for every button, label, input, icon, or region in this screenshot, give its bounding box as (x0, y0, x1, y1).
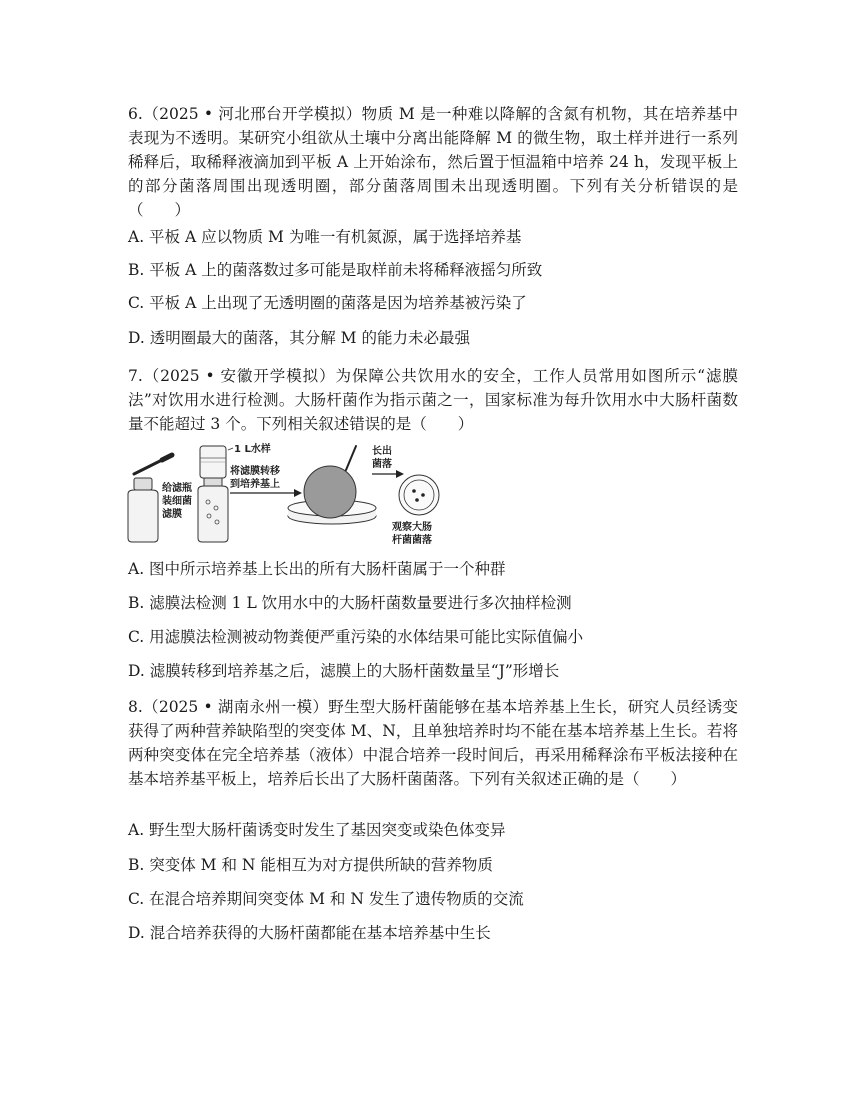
question-6-option-d: D. 透明圈最大的菌落，其分解 M 的能力未必最强 (128, 329, 470, 347)
colony-dish-icon (399, 475, 439, 515)
figure-label-observe-1: 观察大肠 (392, 522, 432, 533)
question-8-option-b: B. 突变体 M 和 N 能相互为对方提供所缺的营养物质 (128, 856, 493, 874)
question-7-stem: 7.（2025 • 安徽开学模拟）为保障公共饮用水的安全，工作人员常用如图所示“滤膜法”对饮用水进行检测。大肠杆菌作为指示菌之一，国家标准为每升饮用水中大肠杆菌数量不能超过 3 个。下列相关叙述错误的是（ ） (128, 367, 738, 433)
water-sample-funnel-icon (198, 446, 228, 542)
figure-label-transfer-2: 到培养基上 (230, 479, 280, 490)
figure-label-water: 1 L水样 (234, 444, 271, 455)
question-6-option-c: C. 平板 A 上出现了无透明圈的菌落是因为培养基被污染了 (128, 294, 527, 312)
figure-label-transfer-1: 将滤膜转移 (230, 466, 280, 477)
question-8-option-c: C. 在混合培养期间突变体 M 和 N 发生了遗传物质的交流 (128, 890, 524, 908)
question-8-option-d: D. 混合培养获得的大肠杆菌都能在基本培养基中生长 (128, 924, 491, 942)
membrane-filtration-figure (120, 438, 450, 550)
figure-label-grow-1: 长出 (372, 446, 392, 457)
question-7-option-a: A. 图中所示培养基上长出的所有大肠杆菌属于一个种群 (128, 560, 506, 578)
question-7-option-d: D. 滤膜转移到培养基之后，滤膜上的大肠杆菌数量呈“J”形增长 (128, 662, 560, 680)
question-7-option-c: C. 用滤膜法检测被动物粪便严重污染的水体结果可能比实际值偏小 (128, 628, 584, 646)
dropper-icon (134, 455, 172, 474)
petri-dish-icon (288, 446, 376, 524)
question-6-option-b: B. 平板 A 上的菌落数过多可能是取样前未将稀释液摇匀所致 (128, 261, 543, 279)
question-7-option-b: B. 滤膜法检测 1 L 饮用水中的大肠杆菌数量要进行多次抽样检测 (128, 594, 572, 612)
filter-bottle-icon (128, 478, 158, 542)
figure-label-grow-2: 菌落 (372, 459, 392, 470)
figure-label-bottle-1: 给滤瓶 (162, 483, 192, 494)
question-6-option-a: A. 平板 A 应以物质 M 为唯一有机氮源，属于选择培养基 (128, 228, 522, 246)
figure-label-bottle-3: 滤膜 (162, 509, 182, 520)
figure-label-observe-2: 杆菌菌落 (392, 535, 432, 546)
question-6-stem: 6.（2025 • 河北邢台开学模拟）物质 M 是一种难以降解的含氮有机物，其在培养基中表现为不透明。某研究小组欲从土壤中分离出能降解 M 的微生物，取土样并进行一系列稀释后，取稀释液滴加到平板 A 上开始涂布，然后置于恒温箱中培养 24 h，发现平板上的部分菌落周围出现透明圈，部分菌落周围未出现透明圈。下列有关分析错误的是（ ） (128, 105, 738, 219)
question-8-option-a: A. 野生型大肠杆菌诱变时发生了基因突变或染色体变异 (128, 821, 506, 839)
figure-label-bottle-2: 装细菌 (162, 496, 192, 507)
question-8-stem: 8.（2025 • 湖南永州一模）野生型大肠杆菌能够在基本培养基上生长，研究人员经诱变获得了两种营养缺陷型的突变体 M、N，且单独培养时均不能在基本培养基上生长。若将两种突变体在完全培养基（液体）中混合培养一段时间后，再采用稀释涂布平板法接种在基本培养基平板上，培养后长出了大肠杆菌菌落。下列有关叙述正确的是（ ） (128, 698, 738, 788)
